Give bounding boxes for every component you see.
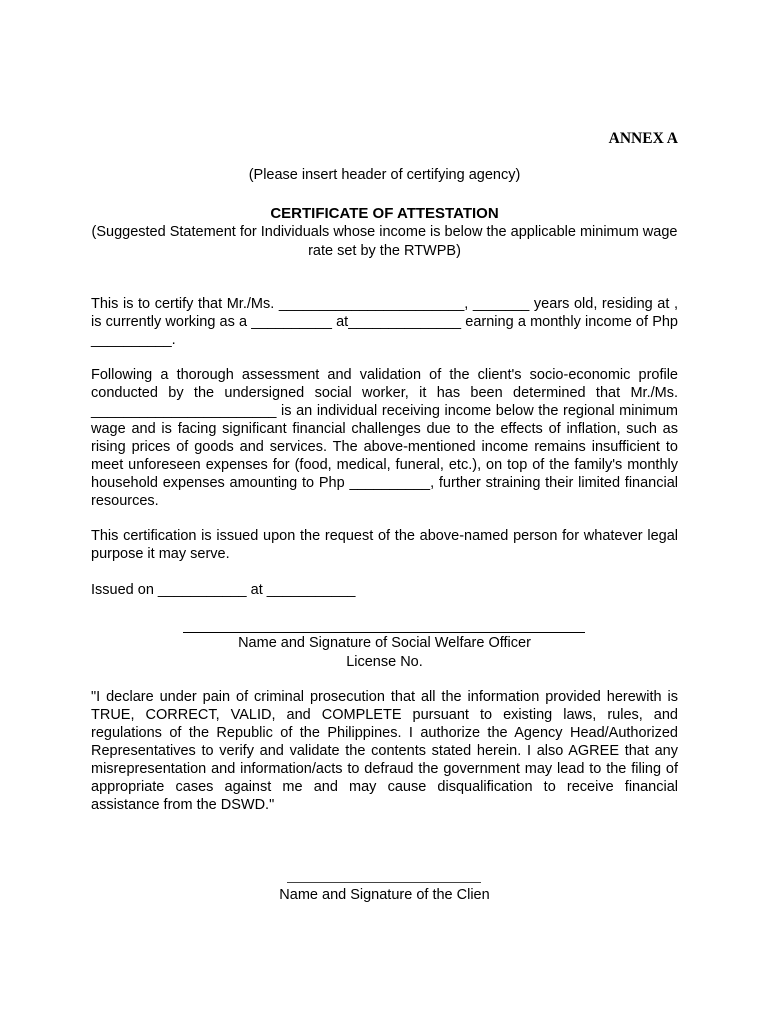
agency-header-placeholder: (Please insert header of certifying agency) (248, 167, 521, 183)
annex-label: ANNEX A (608, 130, 678, 147)
declaration-paragraph: "I declare under pain of criminal prosecution that all the information provided herewith is TRUE, CORRECT, VALID, and COMPLETE pursuant to existing laws, rules, and regulations of the Republic of the Philippines. I authorize the Agency Head/Authorized Representatives to verify and validate the contents stated herein. I also AGREE that any misrepresentation and information/acts to defraud the government may lead to the filing of appropriate cases against me and may cause disqualification to receive financial assistance from the DSWD." (91, 689, 678, 813)
certify-paragraph: This is to certify that Mr./Ms. _______________________, _______ years old, residing at , is currently working as a __________ at______________ earning a monthly income of Php __________. (91, 296, 678, 348)
document-title: CERTIFICATE OF ATTESTATION (270, 205, 499, 222)
issuance-paragraph: This certification is issued upon the request of the above-named person for whatever legal purpose it may serve. (91, 528, 678, 562)
license-number-label: License No. (346, 654, 423, 670)
officer-signature-label: Name and Signature of Social Welfare Officer (238, 635, 531, 651)
client-signature-label: Name and Signature of the Clien (279, 887, 490, 903)
officer-signature-line (183, 632, 585, 633)
document-subtitle: (Suggested Statement for Individuals whose income is below the applicable minimum wage rate set by the RTWPB) (91, 224, 678, 259)
assessment-paragraph: Following a thorough assessment and validation of the client's socio-economic profile conducted by the undersigned social worker, it has been determined that Mr./Ms. _______________________ is an individual receiving income below the regional minimum wage and is facing significant financial challenges due to the effects of inflation, such as rising prices of goods and services. The above-mentioned income remains insufficient to meet unforeseen expenses for (food, medical, funeral, etc.), on top of the family's monthly household expenses amounting to Php __________, further straining their limited financial resources. (91, 367, 678, 509)
issued-on-line: Issued on ___________ at ___________ (91, 582, 356, 598)
client-signature-line (287, 882, 481, 883)
